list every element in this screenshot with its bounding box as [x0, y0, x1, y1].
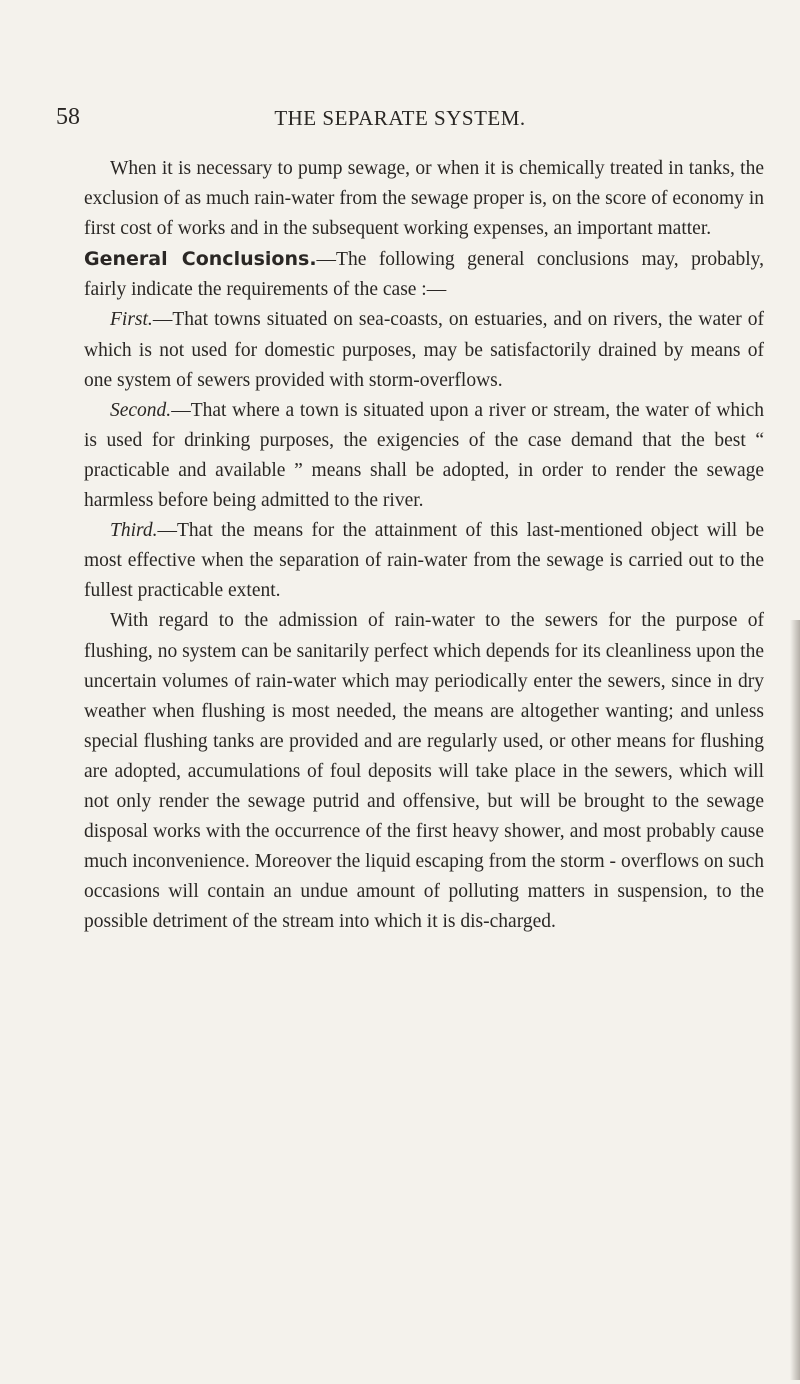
paragraph-general-conclusions	[84, 244, 764, 305]
paragraph-text: —That where a town is situated upon a river or stream, the water of which is used for drinking purposes, the exigencies of the case demand that the best “ practicable and available ” means shall be adopted, in order to render the sewage harmless before being admitted to the river.	[84, 399, 764, 512]
lead-word-second: Second.	[110, 399, 172, 421]
paragraph-flushing: With regard to the admission of rain-water to the sewers for the purpose of flushing, no system can be sanitarily perfect which depends for its cleanliness upon the uncertain volumes of rain-water which may periodically enter the sewers, since in dry weather when flushing is most needed, the means are altogether wanting; and unless special flushing tanks are provided and are regularly used, or other means for flushing are adopted, accumulations of foul deposits will take place in the sewers, which will not only render the sewage putrid and offensive, but will be brought to the sewage disposal works with the occurrence of the first heavy shower, and most probably cause much inconvenience. Moreover the liquid escaping from the storm - overflows on such occasions will contain an undue amount of polluting matters in suspension, to the possible detriment of the stream into which it is dis-charged.	[84, 610, 764, 933]
paragraph-first	[84, 305, 764, 395]
paragraph-text: —That the means for the attainment of this last-mentioned object will be most effective when the separation of rain-water from the sewage is carried out to the fullest practicable extent.	[84, 520, 764, 602]
lead-word-first: First.	[110, 309, 153, 331]
running-head: THE SEPARATE SYSTEM.	[274, 106, 526, 130]
paragraph-text: —The following general conclusions may, probably, fairly indicate the requirements of the case :—	[84, 249, 765, 301]
paragraph-second	[84, 396, 764, 516]
page-edge-shadow	[790, 620, 800, 1380]
body-text	[84, 154, 764, 937]
paragraph-text: —That towns situated on sea-coasts, on estuaries, and on rivers, the water of which is not used for domestic purposes, may be satisfactorily drained by means of one system of sewers provided with storm-overflows.	[84, 309, 764, 391]
section-heading: General Conclusions.	[84, 248, 317, 271]
page-number: 58	[56, 104, 80, 130]
page-header	[0, 104, 800, 136]
lead-word-third: Third.	[110, 520, 158, 542]
paragraph-pumping: When it is necessary to pump sewage, or when it is chemically treated in tanks, the exclusion of as much rain-water from the sewage proper is, on the score of economy in first cost of works and in the subsequent working expenses, an important matter.	[84, 158, 764, 240]
paragraph-third	[84, 516, 764, 606]
